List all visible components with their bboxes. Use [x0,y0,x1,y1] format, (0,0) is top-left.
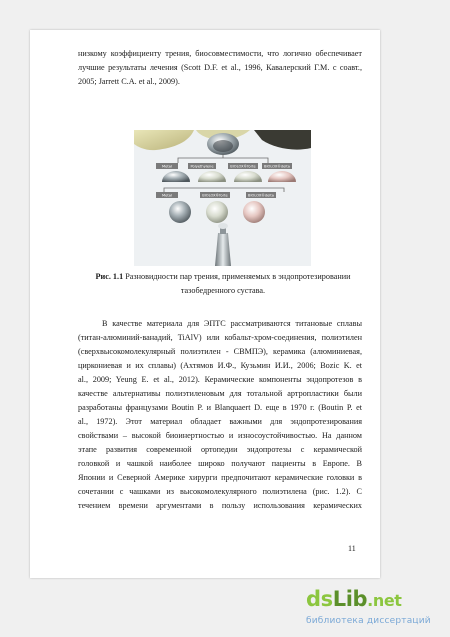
text-line: разработаны французами Boutin P. и Blanquaert D. еще в 1970 г. (Boutin P. et [78,403,362,412]
text-line: свойствами – высокой биоинертностью и износоустойчивостью. На данном [78,431,362,440]
text-line: 2005; Jarrett C.A. et al., 2009). [78,77,180,86]
figure-label: BIOLOX®forte [230,164,256,169]
text-line: низкому коэффициенту трения, биосовместимости, что логично обеспечивает [78,49,362,58]
caption-line-1 [88,270,358,284]
document-page [30,30,380,578]
figure-label: Metal [162,193,172,198]
figure-label: BIOLOX®delta [248,193,274,198]
top-paragraph [78,47,362,89]
logo-subtitle: библиотека диссертаций [306,616,431,626]
figure-label: Metal [162,164,172,169]
text-line: головкой и чашкой наиболее широко получают пациенты в Европе. В [78,459,362,468]
body-paragraph [78,317,362,513]
text-line: течением времени аргументами в пользу использования керамических [78,501,362,510]
dslib-watermark[interactable] [306,587,446,635]
logo-ds: ds [306,587,333,611]
logo-lib: Lib [332,587,368,611]
caption-number: Рис. 1.1 [95,272,124,281]
caption-text: Разновидности пар трения, применяемых в эндопротезировании [123,272,351,281]
figure-label: BIOLOX®delta [264,164,290,169]
text-line: сочетании с чашками из высокомолекулярного полиэтилена (рис. 1.2). С [78,487,362,496]
text-line: al., 2009; Yeung E. et al., 2012). Керамические компоненты эндопротезов в [78,375,362,384]
figure-image [134,130,311,266]
text-line: (титан-алюминий-ванадий, TiAlV) или кобальт-хром-соединения, полиэтилен [78,333,362,342]
text-line: качестве альтернативы полиэтиленовым для тотальной артропластики были [78,389,362,398]
figure-label: BIOLOX®forte [202,193,228,198]
text-line: al., 1972). Этот материал обладает важными для эндопротезирования [78,417,362,426]
figure-label: Polyethylene [190,164,214,169]
text-line: лучшие результаты лечения (Scott D.F. et al., 1996, Кавалерский Г.М. с соавт., [78,63,362,72]
text-line: Японии и Северной Америке хирурги предпочитают керамические головки в [78,473,362,482]
text-line: В качестве материала для ЭПТС рассматриваются титановые сплавы [102,319,362,328]
page-number: 11 [348,544,356,553]
text-line: (сверхвысокомолекулярный полиэтилен - СВМПЭ), керамика (алюминиевая, [78,347,362,356]
dslib-logo[interactable] [306,587,446,611]
text-line: этапе развития современной ортопедии эндопротезы с керамической [78,445,362,454]
figure-caption [88,270,358,298]
logo-net: .net [367,591,402,610]
text-line: циркониевая и их сплавы) (Ахтямов И.Ф., Кузьмин И.И., 2006; Bozic K. et [78,361,362,370]
figure-friction-pairs [134,130,311,266]
caption-line-2: тазобедренного сустава. [180,286,266,295]
